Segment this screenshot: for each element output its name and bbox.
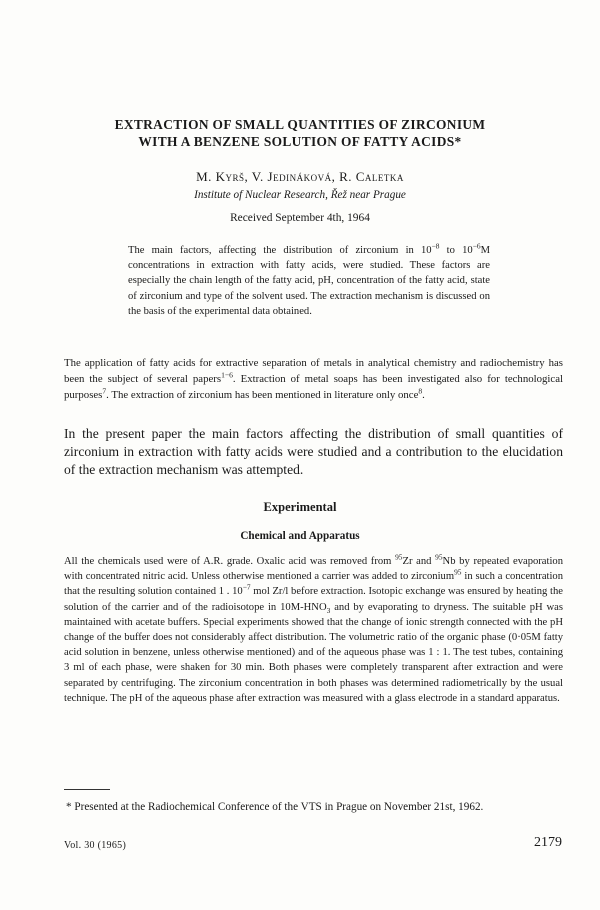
intro-text-2: . Extraction of metal soaps has been investigated also for technological purposes: [64, 372, 563, 401]
exp-sup-2: 95: [435, 552, 443, 562]
exp-text-2: Zr and: [402, 556, 436, 567]
author-1-name: Kyrš: [215, 169, 245, 184]
exp-sup-3: 95: [454, 567, 462, 577]
experimental-paragraph: [64, 554, 563, 706]
affiliation: Institute of Nuclear Research, Řež near Prague: [194, 189, 406, 201]
intro-ref-3: 8: [418, 386, 423, 395]
intro-ref-1: 1−6: [221, 370, 233, 380]
page-number: 2179: [534, 835, 562, 850]
exp-text-6: and by evaporating to dryness. The suitable pH was maintained with acetate buffers. Special experiments showed that the change of ionic strength connected with the pH change of the buffer does not considerably affect distribution. The volumetric ratio of the organic phase (0·05M fatty acid solution in benzene, unless otherwise mentioned) and of the aqueous phase was 1 : 1. The test tubes, containing 3 ml of each phase, were shaken for 30 min. Both phases were completely transparent after extraction and were separated by centrifuging. The zirconium concentration in both phases was determined radiometrically by the usual technique. The pH of the aqueous phase after extraction was measured with a glass electrode in a standard apparatus.: [64, 601, 564, 704]
subsection-heading: Chemical and Apparatus: [240, 530, 360, 542]
abstract: [128, 243, 490, 319]
footnote-divider: [64, 789, 110, 790]
exp-sub-1: 3: [326, 605, 331, 615]
authors: [60, 169, 540, 185]
author-separator-1: , V.: [244, 169, 268, 184]
author-3-name: Caletka: [355, 169, 404, 184]
abstract-text-2: to 10: [439, 245, 473, 256]
exp-text-4: in such a concentration that the resulting solution contained 1 . 10: [64, 571, 563, 598]
author-2-name: Jedináková: [267, 169, 332, 184]
intro-text-4: .: [422, 388, 425, 401]
abstract-sup-2: −6: [472, 241, 481, 251]
received-date: Received September 4th, 1964: [230, 212, 370, 224]
footnote: * Presented at the Radiochemical Conference of the VTS in Prague on November 21st, 1962.: [66, 801, 484, 813]
journal-volume: Vol. 30 (1965): [64, 840, 127, 851]
abstract-text-1: The main factors, affecting the distribution of zirconium in 10: [128, 245, 432, 256]
intro-ref-2: 7: [102, 386, 107, 395]
aim-paragraph: In the present paper the main factors affecting the distribution of small quantities of zirconium in extraction with fatty acids were studied and a contribution to the elucidation of the extraction mechanism was attempted.: [64, 426, 563, 477]
section-heading-experimental: Experimental: [263, 500, 337, 514]
exp-text-1: All the chemicals used were of A.R. grade. Oxalic acid was removed from: [64, 556, 396, 567]
intro-text-3: . The extraction of zirconium has been mentioned in literature only once: [106, 388, 419, 401]
author-separator-2: , R.: [331, 169, 356, 184]
exp-sup-1: 95: [395, 552, 403, 562]
author-1-initial: M.: [196, 169, 216, 184]
intro-text-1: The application of fatty acids for extractive separation of metals in analytical chemistry and radiochemistry has been the subject of several papers: [64, 357, 563, 385]
paper-title-line-2: WITH A BENZENE SOLUTION OF FATTY ACIDS*: [138, 134, 462, 149]
exp-text-3: Nb by repeated evaporation with concentrated nitric acid. Unless otherwise mentioned a carrier was added to zirconium: [64, 556, 563, 583]
abstract-sup-1: −8: [431, 241, 440, 251]
paper-title-line-1: EXTRACTION OF SMALL QUANTITIES OF ZIRCONIUM: [114, 117, 486, 132]
abstract-text-3: M concentrations in extraction with fatty acids, were studied. These factors are especially the chain length of the fatty acid, pH, concentration of the fatty acid, state of zirconium and type of the solvent used. The extraction mechanism is discussed on the basis of the experimental data obtained.: [128, 245, 490, 317]
exp-text-5: mol Zr/l before extraction. Isotopic exchange was ensured by heating the solution of the carrier and of the radioisotope in 10M-HNO: [64, 586, 563, 613]
intro-paragraph: [64, 356, 563, 403]
exp-sup-4: −7: [242, 582, 251, 592]
